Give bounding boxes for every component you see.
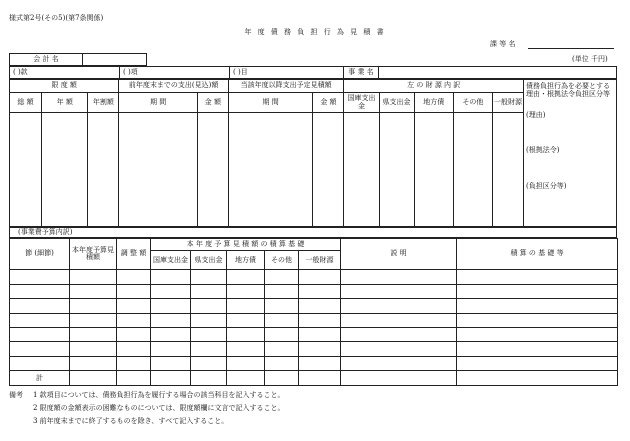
col-setsu: 節 (細節): [10, 239, 70, 270]
note-item-1: 1 款項目については、債務負担行為を履行する場合の該当科目を記入すること。: [33, 391, 285, 399]
table-row[interactable]: [10, 356, 618, 370]
cell-current-period[interactable]: [228, 113, 313, 227]
col-prior-amount: 金 額: [197, 93, 228, 113]
col-local-bond: 地方債: [414, 93, 453, 113]
reason-item-reason: (理由): [526, 111, 546, 120]
cell-prefectural[interactable]: [379, 113, 414, 227]
kan-label: ( )款: [10, 67, 120, 79]
form-id: 様式第2号(その5)(第7条関係): [9, 14, 104, 22]
current-header: 当該年度以降支出予定見積額: [228, 80, 344, 93]
basis-prefectural: 県支出金: [191, 251, 227, 270]
col-prefectural: 県支出金: [379, 93, 414, 113]
moku-label: ( )目: [230, 67, 344, 79]
cell-other[interactable]: [453, 113, 492, 227]
reason-item-law: (根拠法令): [526, 146, 560, 155]
col-general: 一般財源: [493, 93, 524, 113]
col-total: 総 額: [10, 93, 42, 113]
prior-header: 前年度末までの支出(見込)額: [119, 80, 228, 93]
section-label: 課 等 名: [490, 40, 516, 48]
basis-header: 本 年 度 予 算 見 積 額 の 積 算 基 礎: [151, 239, 341, 251]
note-item-2: 2 限度額の金額表示の困難なものについては、限度額欄に文言で記入すること。: [33, 404, 285, 412]
account-row: [9, 53, 147, 66]
cell-prior-amount[interactable]: [197, 113, 228, 227]
table-row[interactable]: [10, 270, 618, 284]
cell-prior-period[interactable]: [119, 113, 197, 227]
basis-national: 国庫支出金: [151, 251, 191, 270]
col-current-period: 期 間: [228, 93, 313, 113]
col-current-amount: 金 額: [313, 93, 344, 113]
unit-label: (単位 千円): [572, 55, 608, 63]
finance-header: 左 の 財 源 内 訳: [344, 80, 524, 93]
cell-installment[interactable]: [88, 113, 119, 227]
debt-table: [9, 79, 617, 227]
note-item-3: 3 前年度末までに終了するものを除き、すべて記入すること。: [33, 417, 229, 425]
budget-section-label: (事業費予算内訳): [10, 228, 617, 238]
cell-total[interactable]: [10, 113, 42, 227]
col-adjust: 調 整 額: [117, 239, 151, 270]
document-title: 年 度 債 務 負 担 行 為 見 積 書: [244, 28, 386, 36]
total-label: 計: [10, 371, 70, 386]
table-row[interactable]: [10, 327, 618, 341]
cell-local-bond[interactable]: [414, 113, 453, 227]
notes-label: 備考: [9, 391, 23, 399]
project-label: 事 業 名: [344, 67, 379, 79]
cell-annual[interactable]: [42, 113, 88, 227]
cell-general[interactable]: [493, 113, 524, 227]
basis-other: その他: [265, 251, 299, 270]
section-underline: [528, 48, 614, 49]
table-row[interactable]: [10, 313, 618, 327]
col-installment: 年割額: [88, 93, 119, 113]
account-value[interactable]: [83, 54, 147, 66]
col-calc: 積 算 の 基 礎 等: [457, 239, 618, 270]
col-other: その他: [453, 93, 492, 113]
project-value[interactable]: [379, 67, 617, 79]
limit-header: 限 度 額: [10, 80, 119, 93]
table-row[interactable]: [10, 284, 618, 298]
reason-column[interactable]: [524, 80, 617, 227]
cell-national[interactable]: [344, 113, 379, 227]
col-prior-period: 期 間: [119, 93, 197, 113]
col-national: 国庫支出金: [344, 93, 379, 113]
col-budget: 本年度予算見積額: [70, 239, 117, 270]
account-label: 会 計 名: [10, 54, 83, 66]
reason-item-burden: (負担区分等): [526, 181, 567, 190]
basis-general: 一般財源: [299, 251, 341, 270]
kou-label: ( )項: [120, 67, 230, 79]
col-explain: 説 明: [341, 239, 457, 270]
reason-header: 債務負担行為を必要とする理由・根拠法令負担区分等: [526, 82, 610, 99]
table-row[interactable]: [10, 342, 618, 356]
table-row[interactable]: [10, 299, 618, 313]
col-annual: 年 額: [42, 93, 88, 113]
budget-table: [9, 238, 618, 386]
cell-current-amount[interactable]: [313, 113, 344, 227]
basis-local-bond: 地方債: [227, 251, 265, 270]
category-row: [9, 66, 617, 79]
total-row[interactable]: [10, 371, 618, 386]
budget-section-row: [9, 227, 617, 238]
